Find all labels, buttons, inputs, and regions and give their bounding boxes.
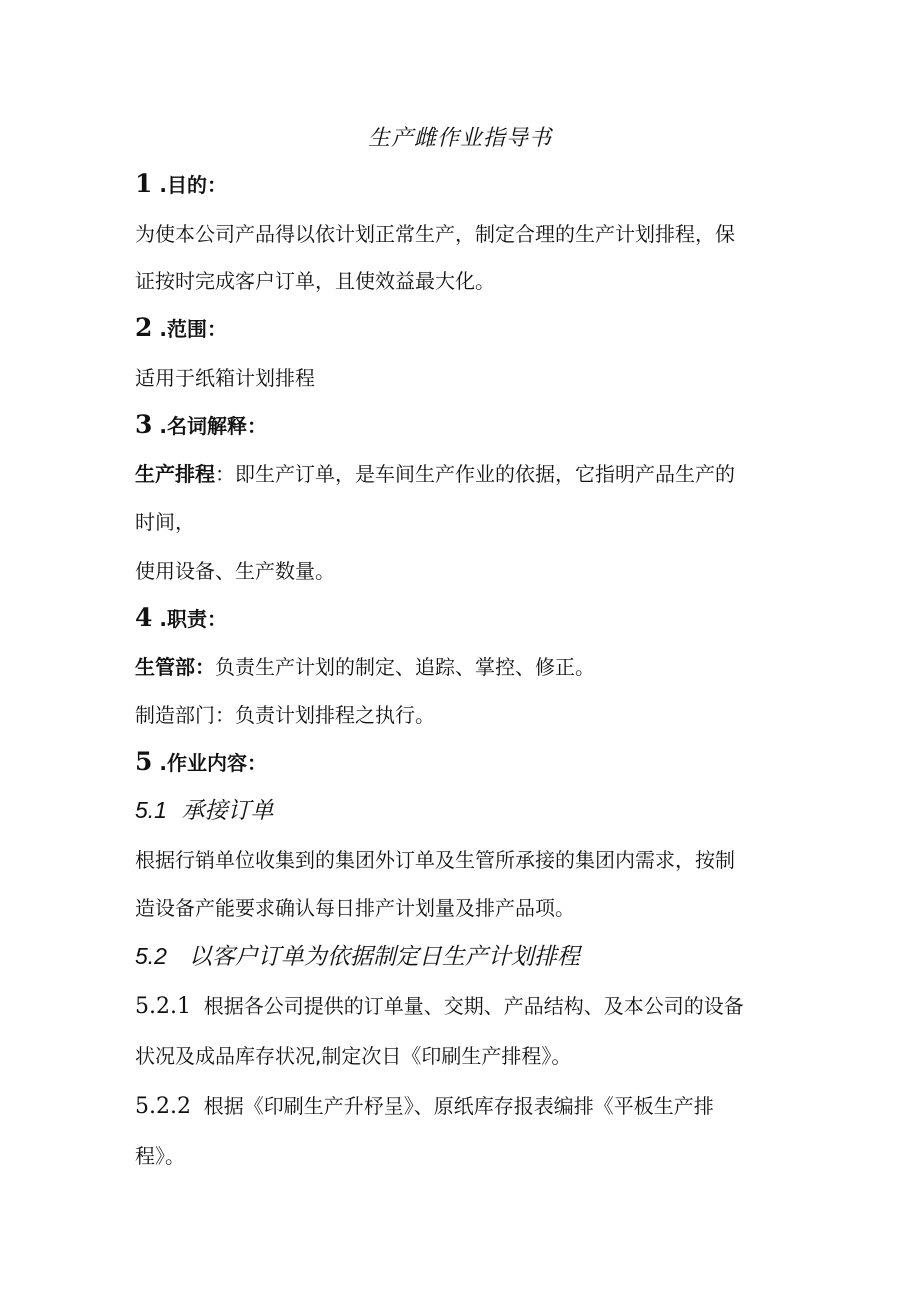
- section-heading-operations: [135, 748, 795, 777]
- section-number: 5: [135, 747, 153, 776]
- term-label: 生产排程: [135, 462, 215, 486]
- section-heading-terms: [135, 411, 795, 440]
- section-label: .名词解释：: [159, 414, 267, 438]
- paragraph-line: 适用于纸箱计划排程: [135, 366, 315, 390]
- subsection-number: 5.1: [135, 797, 167, 823]
- clause-text: 根据各公司提供的订单量、交期、产品结构、及本公司的设备: [203, 994, 744, 1018]
- clause-number: 5.2.1: [135, 994, 191, 1019]
- section-label: .目的：: [159, 173, 227, 197]
- paragraph-line: 造设备产能要求确认每日排产计划量及排产品项。: [135, 896, 575, 920]
- section-heading-scope: [135, 314, 795, 343]
- dept-label: 生管部：: [135, 655, 215, 679]
- section-heading-purpose: [135, 170, 795, 199]
- subsection-label: 以客户订单为依据制定日生产计划排程: [188, 944, 580, 970]
- subsection-label: 承接订单: [181, 798, 274, 824]
- paragraph-line: [135, 653, 795, 681]
- document-title: 生产雌作业指导书: [367, 126, 552, 151]
- paragraph-line: 证按时完成客户订单，且使效益最大化。: [135, 269, 495, 293]
- section-number: 1: [135, 169, 153, 198]
- section-label: .职责：: [159, 607, 227, 631]
- paragraph-line: 制造部门：负责计划排程之执行。: [135, 703, 435, 727]
- subsection-heading-scheduling: [135, 941, 795, 972]
- section-label: .作业内容：: [159, 751, 267, 775]
- clause-text: 根据《印刷生产升杼呈》、原纸库存报表编排《平板生产排: [203, 1094, 714, 1118]
- paragraph-line: 使用设备、生产数量。: [135, 559, 335, 583]
- paragraph-line: [135, 1092, 795, 1121]
- term-definition: ：即生产订单，是车间生产作业的依据，它指明产品生产的: [215, 462, 735, 486]
- paragraph-line: [135, 992, 795, 1021]
- section-heading-responsibilities: [135, 604, 795, 633]
- section-number: 2: [135, 313, 153, 342]
- paragraph-line: 程》。: [135, 1144, 185, 1168]
- paragraph-line: 为使本公司产品得以依计划正常生产，制定合理的生产计划排程，保: [135, 222, 735, 246]
- paragraph-line: 状况及成品库存状况,制定次日《印刷生产排程》。: [135, 1044, 572, 1068]
- dept-duty: 负责生产计划的制定、追踪、掌控、修正。: [215, 655, 595, 679]
- subsection-heading-orders: [135, 795, 795, 826]
- paragraph-line: [135, 460, 795, 488]
- section-number: 4: [135, 603, 153, 632]
- section-number: 3: [135, 410, 153, 439]
- paragraph-line: 根据行销单位收集到的集团外订单及生管所承接的集团内需求，按制: [135, 848, 735, 872]
- paragraph-line: 时间，: [135, 510, 195, 534]
- section-label: .范围：: [159, 317, 227, 341]
- clause-number: 5.2.2: [135, 1094, 191, 1119]
- subsection-number: 5.2: [135, 943, 167, 969]
